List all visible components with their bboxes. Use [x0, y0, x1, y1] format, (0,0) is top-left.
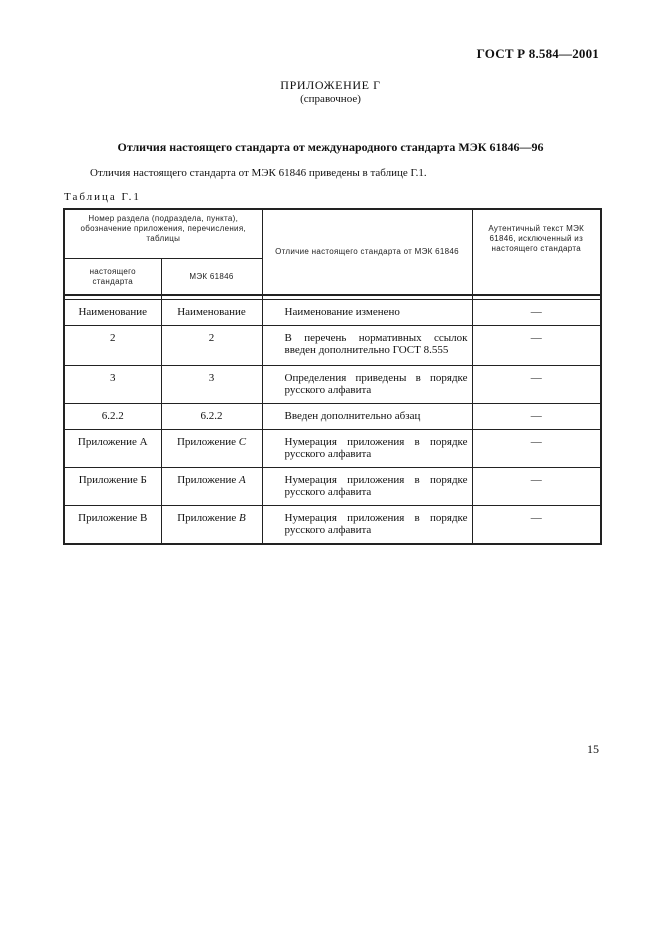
- header-iec: МЭК 61846: [161, 259, 262, 296]
- differences-table: [63, 208, 602, 545]
- cell-this-standard: 6.2.2: [64, 404, 161, 430]
- cell-iec: 3: [161, 366, 262, 404]
- cell-this-standard: 3: [64, 366, 161, 404]
- header-authentic-text: Аутентичный текст МЭК 61846, исключенный из настоящего стандарта: [472, 209, 601, 295]
- header-this-standard: настоящего стандарта: [64, 259, 161, 296]
- cell-iec: Приложение C: [161, 430, 262, 468]
- cell-authentic: —: [472, 366, 601, 404]
- cell-difference: В перечень нормативных ссылок введен дополнительно ГОСТ 8.555: [262, 326, 472, 366]
- table-row: [64, 326, 601, 366]
- table-row: [64, 300, 601, 326]
- cell-this-standard: Приложение Б: [64, 468, 161, 506]
- cell-iec: Приложение B: [161, 506, 262, 544]
- cell-this-standard: Наименование: [64, 300, 161, 326]
- cell-this-standard: Приложение А: [64, 430, 161, 468]
- appendix-subtitle: (справочное): [300, 93, 361, 105]
- cell-iec: 6.2.2: [161, 404, 262, 430]
- cell-difference: Определения приведены в порядке русского алфавита: [262, 366, 472, 404]
- table-label: Таблица Г.1: [64, 191, 141, 203]
- cell-authentic: —: [472, 300, 601, 326]
- cell-difference: Нумерация приложения в порядке русского алфавита: [262, 430, 472, 468]
- cell-difference: Нумерация приложения в порядке русского алфавита: [262, 468, 472, 506]
- cell-authentic: —: [472, 468, 601, 506]
- cell-authentic: —: [472, 506, 601, 544]
- header-section-group: Номер раздела (подраздела, пункта), обозначение приложения, перечисления, таблицы: [64, 209, 262, 259]
- appendix-title: ПРИЛОЖЕНИЕ Г: [280, 78, 381, 92]
- cell-difference: Наименование изменено: [262, 300, 472, 326]
- cell-authentic: —: [472, 326, 601, 366]
- cell-this-standard: 2: [64, 326, 161, 366]
- page-number: 15: [587, 742, 599, 756]
- table-row: [64, 430, 601, 468]
- cell-authentic: —: [472, 430, 601, 468]
- cell-iec: Приложение A: [161, 468, 262, 506]
- cell-iec: 2: [161, 326, 262, 366]
- cell-iec: Наименование: [161, 300, 262, 326]
- header-difference: Отличие настоящего стандарта от МЭК 61846: [262, 209, 472, 295]
- cell-difference: Нумерация приложения в порядке русского алфавита: [262, 506, 472, 544]
- cell-difference: Введен дополнительно абзац: [262, 404, 472, 430]
- cell-authentic: —: [472, 404, 601, 430]
- cell-this-standard: Приложение В: [64, 506, 161, 544]
- intro-paragraph: Отличия настоящего стандарта от МЭК 61846 приведены в таблице Г.1.: [90, 167, 427, 179]
- table-row: [64, 468, 601, 506]
- table-row: [64, 404, 601, 430]
- document-code: ГОСТ Р 8.584—2001: [476, 46, 599, 61]
- section-heading: Отличия настоящего стандарта от международного стандарта МЭК 61846—96: [117, 140, 544, 154]
- table-row: [64, 366, 601, 404]
- table-row: [64, 506, 601, 544]
